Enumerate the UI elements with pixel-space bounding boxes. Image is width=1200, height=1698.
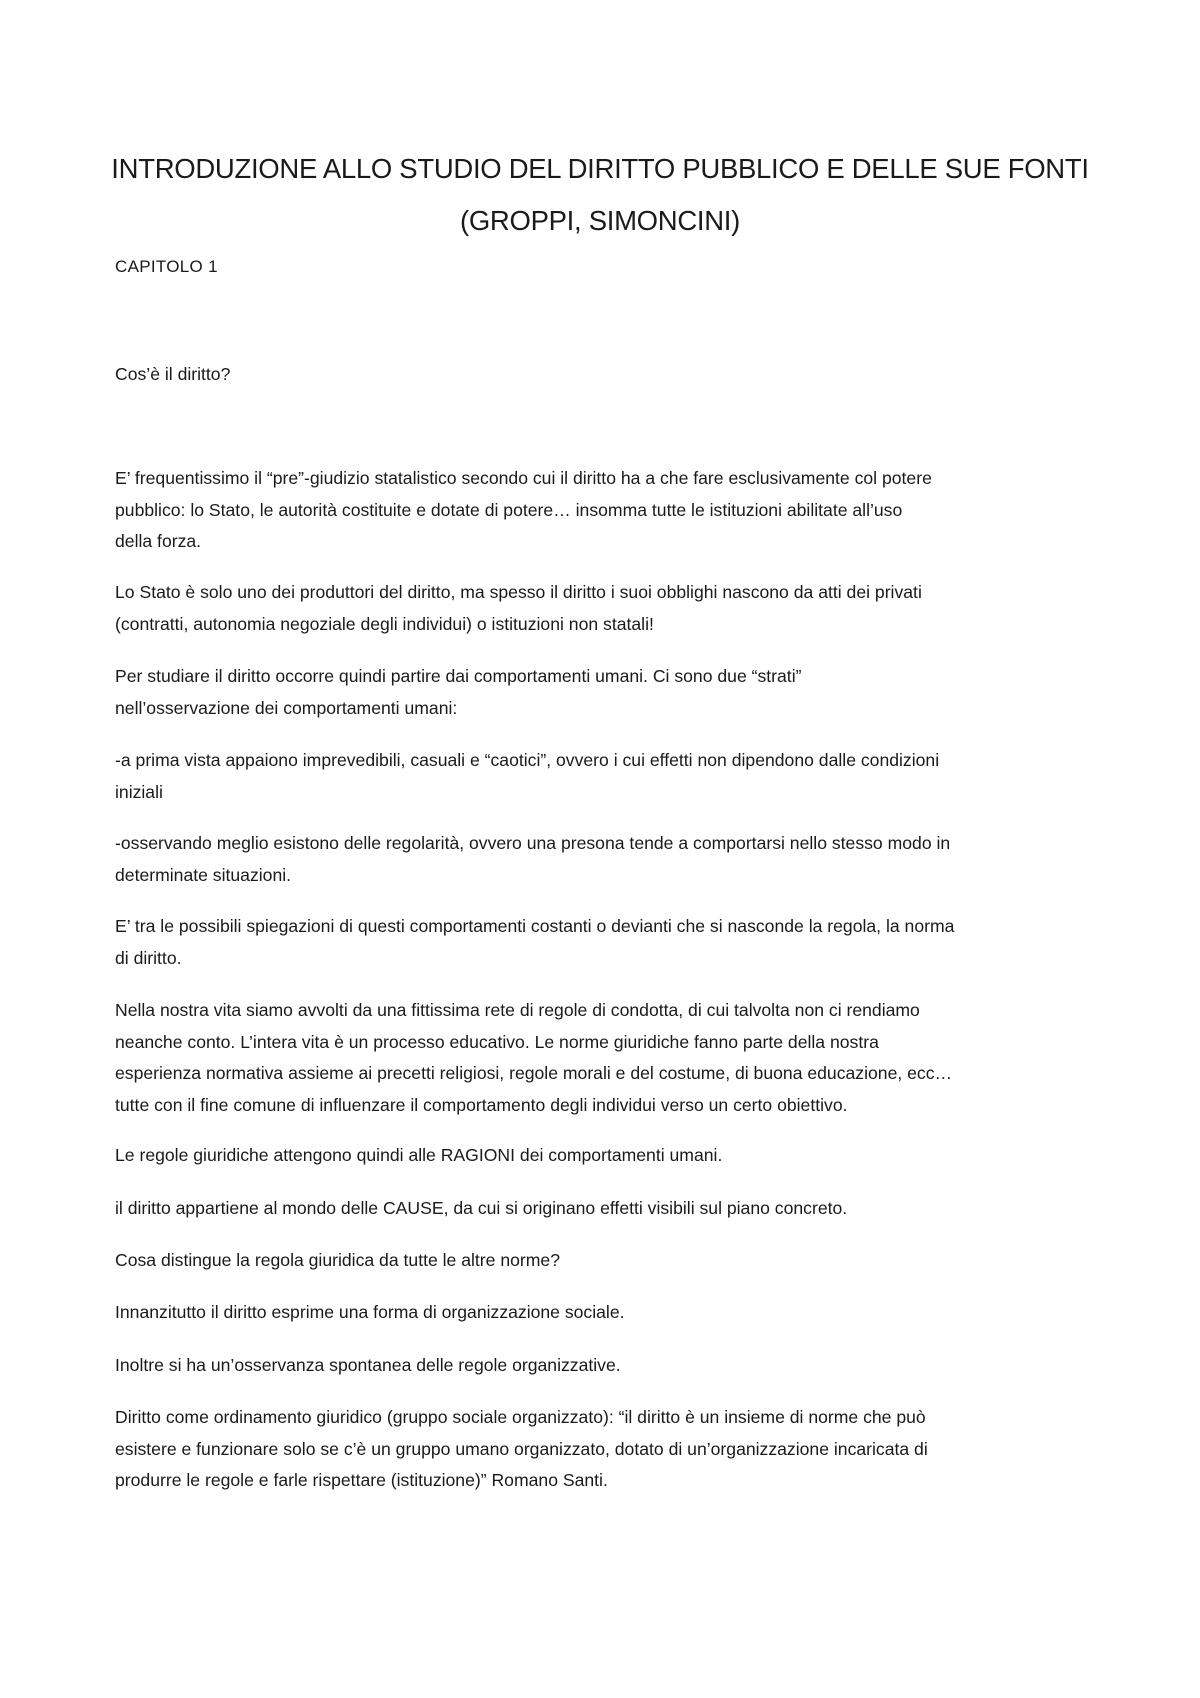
text-line: produrre le regole e farle rispettare (istituzione)” Romano Santi. (115, 1470, 608, 1490)
paragraph-6 (115, 911, 1095, 974)
chapter-label: CAPITOLO 1 (115, 257, 218, 276)
paragraph-5 (115, 828, 1095, 891)
text-line: Lo Stato è solo uno dei produttori del diritto, ma spesso il diritto i suoi obblighi nascono da atti dei privati (115, 582, 922, 602)
paragraph-10 (115, 1245, 1095, 1277)
paragraph-9 (115, 1193, 1095, 1225)
text-line: -a prima vista appaiono imprevedibili, casuali e “caotici”, ovvero i cui effetti non dipendono dalle condizioni (115, 750, 940, 770)
text-line: Nella nostra vita siamo avvolti da una fittissima rete di regole di condotta, di cui talvolta non ci rendiamo (115, 1000, 920, 1020)
text-line: (contratti, autonomia negoziale degli individui) o istituzioni non statali! (115, 613, 654, 634)
text-line: Per studiare il diritto occorre quindi partire dai comportamenti umani. Ci sono due “strati” (115, 666, 802, 686)
text-line: E’ tra le possibili spiegazioni di questi comportamenti costanti o devianti che si nasconde la regola, la norma (115, 916, 955, 936)
text-line: determinate situazioni. (115, 864, 292, 885)
text-line: neanche conto. L’intera vita è un processo educativo. Le norme giuridiche fanno parte della nostra (115, 1031, 879, 1052)
text-line: della forza. (115, 531, 202, 551)
title-line-2: (GROPPI, SIMONCINI) (459, 205, 740, 236)
text-line: esistere e funzionare solo se c’è un gruppo umano organizzato, dotato di un’organizzazione incaricata di (115, 1438, 928, 1459)
text-line: nell’osservazione dei comportamenti umani: (115, 697, 458, 718)
paragraph-3 (115, 661, 1095, 724)
paragraph-4 (115, 745, 1095, 808)
text-line: E’ frequentissimo il “pre”-giudizio statalistico secondo cui il diritto ha a che fare esclusivamente col potere (115, 468, 932, 488)
text-line: esperienza normativa assieme ai precetti religiosi, regole morali e del costume, di buona educazione, ecc… (115, 1063, 953, 1083)
text-line: iniziali (115, 781, 163, 802)
text-line: il diritto appartiene al mondo delle CAUSE, da cui si originano effetti visibili sul piano concreto. (115, 1198, 848, 1218)
title-line-1: INTRODUZIONE ALLO STUDIO DEL DIRITTO PUBBLICO E DELLE SUE FONTI (111, 153, 1089, 184)
text-line: tutte con il fine comune di influenzare il comportamento degli individui verso un certo obiettivo. (115, 1094, 848, 1115)
text-line: pubblico: lo Stato, le autorità costituite e dotate di potere… insomma tutte le istituzioni abilitate all’uso (115, 499, 903, 520)
paragraph-11 (115, 1297, 1095, 1329)
text-line: Inoltre si ha un’osservanza spontanea delle regole organizzative. (115, 1355, 621, 1375)
section-question-heading: Cos’è il diritto? (115, 364, 231, 384)
paragraph-1 (115, 463, 1095, 558)
document-title (100, 143, 1100, 247)
text-line: Diritto come ordinamento giuridico (gruppo sociale organizzato): “il diritto è un insieme di norme che può (115, 1407, 926, 1427)
paragraph-12 (115, 1350, 1095, 1382)
paragraph-7 (115, 995, 1095, 1121)
paragraph-8 (115, 1140, 1095, 1172)
text-line: Le regole giuridiche attengono quindi alle RAGIONI dei comportamenti umani. (115, 1145, 723, 1165)
text-line: di diritto. (115, 947, 182, 968)
paragraph-2 (115, 577, 1095, 640)
text-line: Cosa distingue la regola giuridica da tutte le altre norme? (115, 1250, 560, 1270)
text-line: Innanzitutto il diritto esprime una forma di organizzazione sociale. (115, 1302, 625, 1322)
text-line: -osservando meglio esistono delle regolarità, ovvero una presona tende a comportarsi nello stesso modo in (115, 833, 951, 853)
paragraph-13 (115, 1402, 1095, 1497)
